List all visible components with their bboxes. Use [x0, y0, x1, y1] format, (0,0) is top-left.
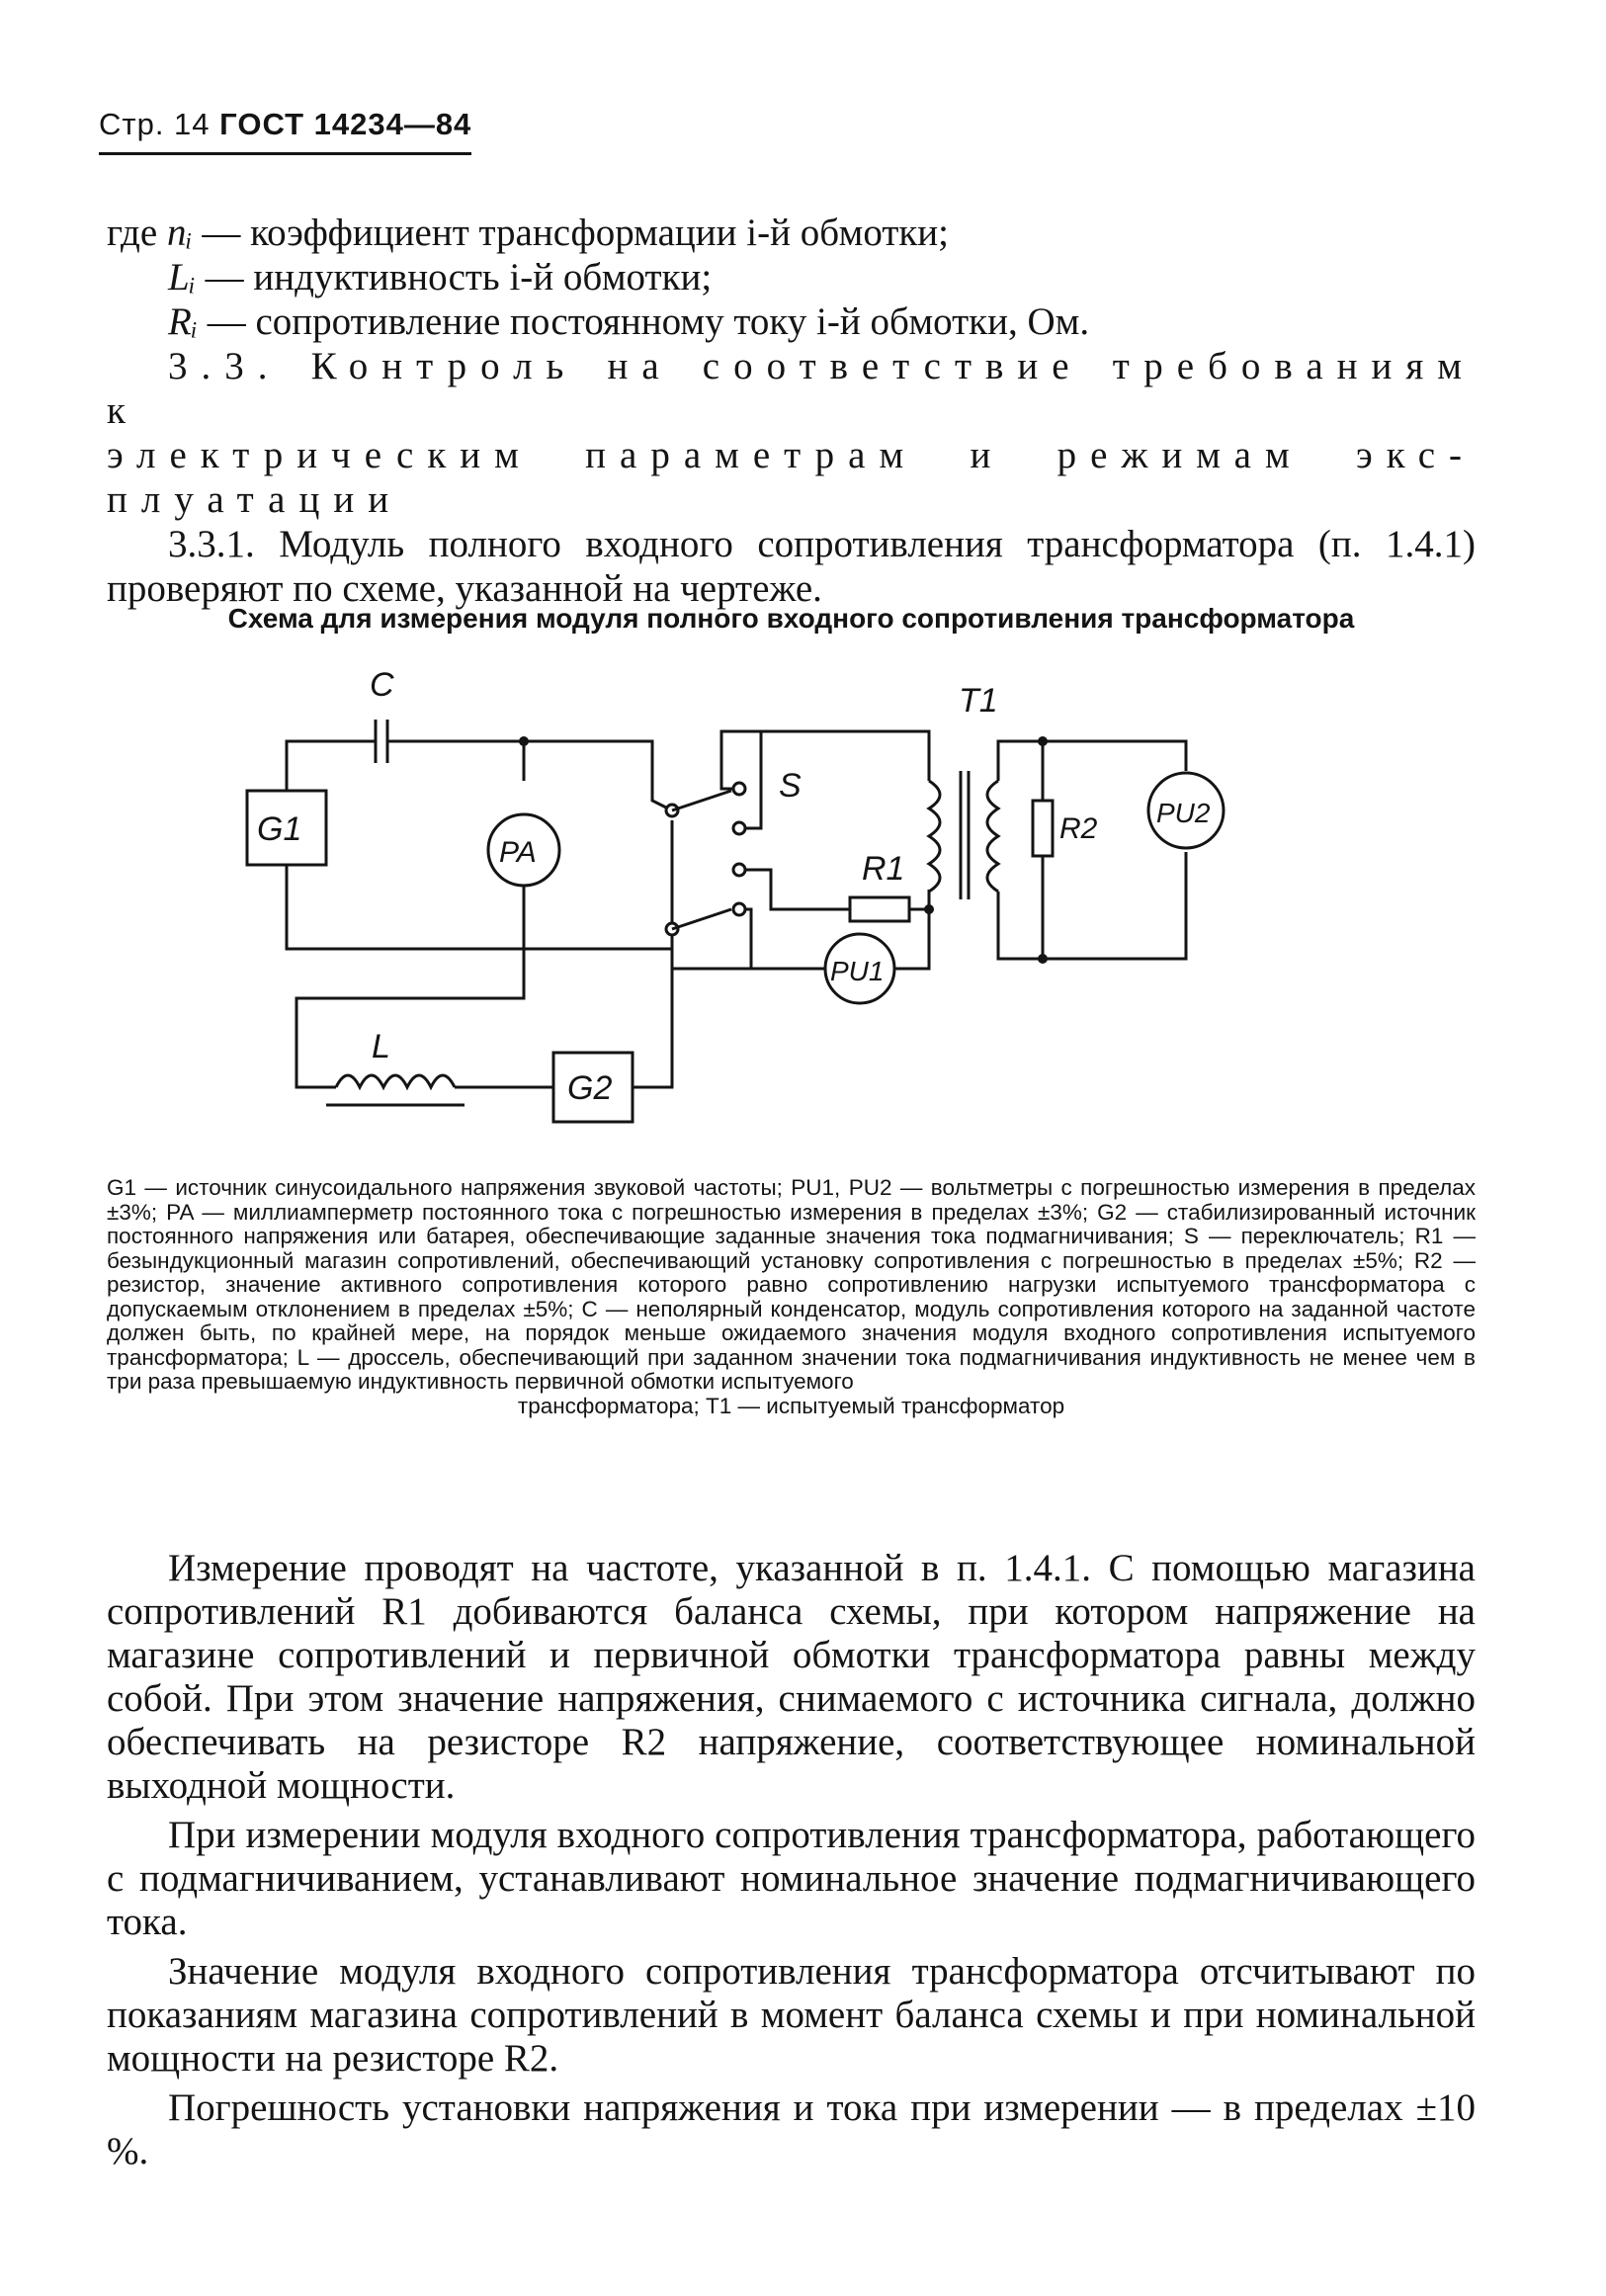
scheme-title: Схема для измерения модуля полного входного сопротивления трансформатора	[227, 603, 1355, 634]
definition-n: где nᵢ — коэффициент трансформации i-й обмотки;	[107, 212, 950, 254]
paragraph-bias: При измерении модуля входного сопротивления трансформатора, работающего с подмагничиванием, устанавливают номинальное значение подмагничивающего тока.	[107, 1814, 1476, 1943]
label-pu2: PU2	[1156, 798, 1211, 828]
label-c: C	[370, 672, 394, 704]
section-heading-line-2: электрическим параметрам и режимам экс-	[107, 434, 1476, 476]
label-l: L	[372, 1028, 390, 1065]
legend-text: G1 — источник синусоидального напряжения звуковой частоты; PU1, PU2 — вольтметры с погрешностью измерения в пределах ±3%; PA — миллиамперметр постоянного тока с погрешностью измерения в пределах ±3%; G2 — стабилизированный источник постоянного напряжения или батарея, обеспечивающие заданные значения тока подмагничивания; S — переключатель; R1 — безындукционный магазин сопротивлений, обеспечивающий установку сопротивления с погрешностью в пределах ±5%; R2 — резистор, значение активного сопротивления которого равно сопротивлению нагрузки испытуемого трансформатора с допускаемым отклонением в пределах ±5%; C — неполярный конденсатор, модуль сопротивления которого на заданной частоте должен быть, по крайней мере, на порядок меньше ожидаемого значения модуля входного сопротивления испытуемого трансформатора; L — дроссель, обеспечивающий при заданном значении тока подмагничивания индуктивность не менее чем в три раза превышаемую индуктивность первичной обмотки испытуемого	[107, 1175, 1476, 1394]
paragraph-3-3-1: 3.3.1. Модуль полного входного сопротивления трансформатора (п. 1.4.1) проверяют по схеме, указанной на чертеже.	[107, 523, 1476, 610]
label-r2: R2	[1059, 812, 1098, 845]
paragraph-reading: Значение модуля входного сопротивления трансформатора отсчитывают по показаниям магазина сопротивлений в момент баланса схемы и при номинальной мощности на резисторе R2.	[107, 1950, 1476, 2080]
section-heading-line-3: плуатации	[107, 478, 403, 521]
diagram-legend	[107, 1176, 1476, 1418]
document-id: ГОСТ 14234—84	[219, 107, 472, 141]
paragraph-measurement: Измерение проводят на частоте, указанной в п. 1.4.1. С помощью магазина сопротивлений R1 добиваются баланса схемы, при котором напряжение на магазине сопротивлений и первичной обмотки трансформатора равны между собой. При этом значение напряжения, снимаемого с источника сигнала, должно обеспечивать на резисторе R2 напряжение, соответствующее номинальной выходной мощности.	[107, 1547, 1476, 1807]
label-pu1: PU1	[830, 956, 885, 986]
definition-r: Rᵢ — сопротивление постоянному току i-й обмотки, Ом.	[168, 300, 1090, 343]
definitions-block	[107, 211, 1476, 611]
label-s: S	[779, 767, 802, 805]
legend-last-line: трансформатора; T1 — испытуемый трансформатор	[517, 1393, 1065, 1418]
label-g1: G1	[257, 810, 302, 848]
circuit-diagram	[237, 672, 1364, 1137]
label-pa: PA	[499, 836, 537, 869]
paragraph-error: Погрешность установки напряжения и тока при измерении — в пределах ±10 %.	[107, 2086, 1476, 2172]
page-header	[99, 107, 471, 155]
section-heading-line-1: 3.3. Контроль на соответствие требованиям к	[107, 345, 1476, 432]
measurement-text	[107, 1547, 1476, 2173]
definition-l: Lᵢ — индуктивность i-й обмотки;	[168, 256, 713, 298]
label-t1: T1	[959, 682, 998, 720]
label-r1: R1	[862, 850, 905, 888]
label-g2: G2	[567, 1069, 613, 1107]
page-number: Стр. 14	[99, 107, 211, 141]
